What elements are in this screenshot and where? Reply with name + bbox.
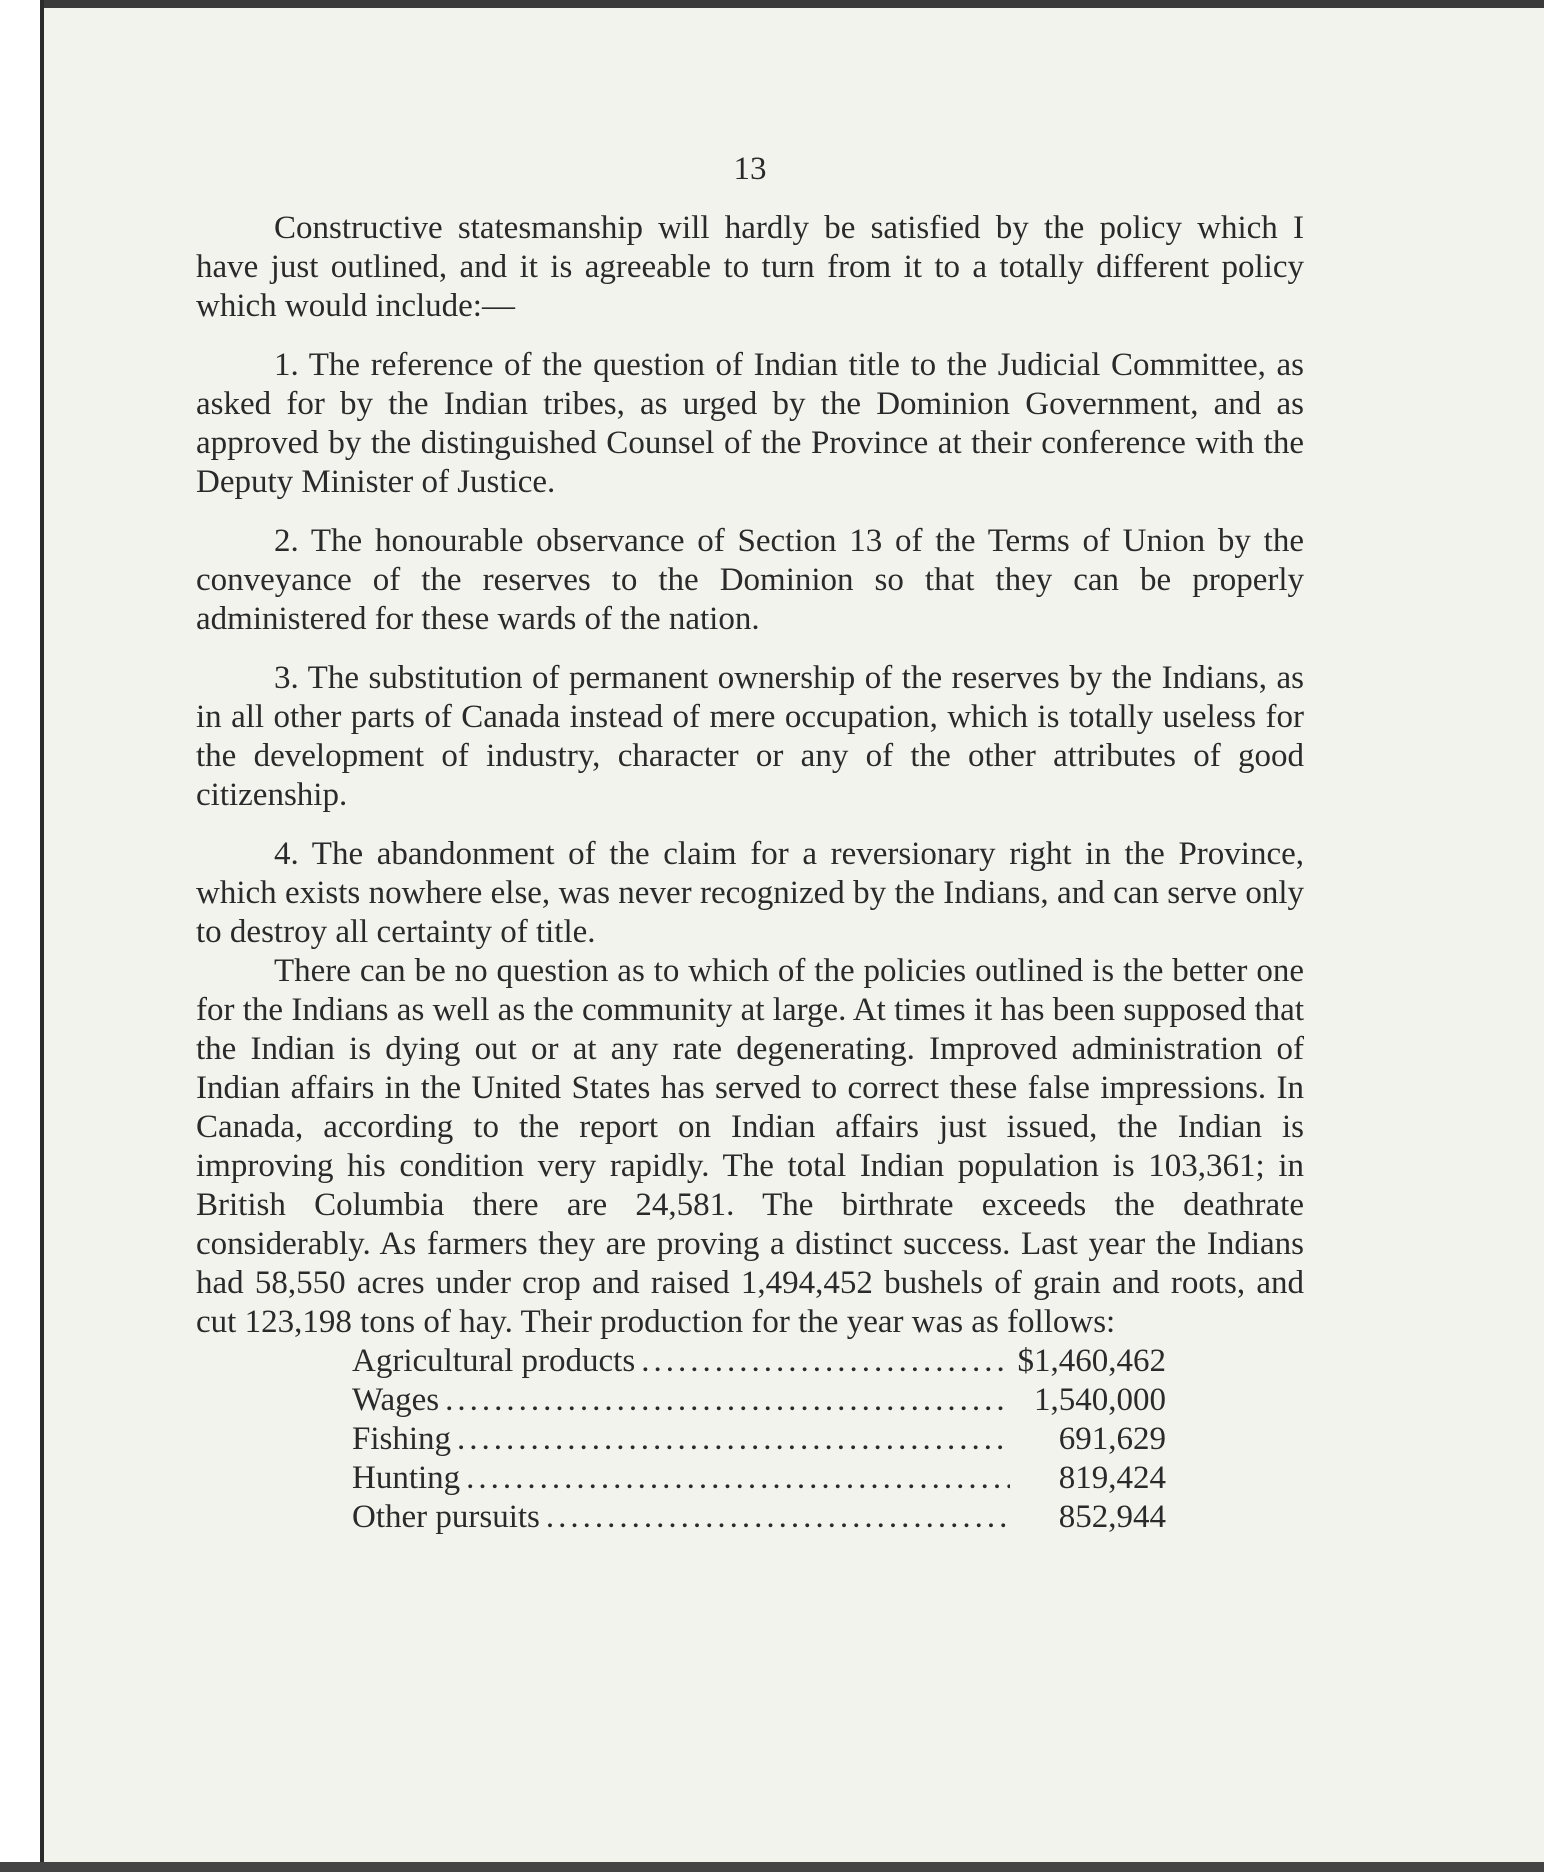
row-amount: 691,629 [1058, 1421, 1166, 1457]
document-page [196, 150, 1304, 1537]
production-table [352, 1342, 1166, 1537]
scan-bottom-edge [0, 1862, 1544, 1872]
row-amount: 1,540,000 [1034, 1382, 1166, 1418]
row-amount: 852,944 [1058, 1499, 1166, 1535]
table-row [352, 1342, 1166, 1381]
row-label: Agricultural products [352, 1343, 636, 1379]
dot-leader [546, 1498, 1010, 1537]
intro-paragraph: Constructive statesmanship will hardly be satisfied by the policy which I have just outlined, and it is agreeable to turn from it to a totally different policy which would include:— [196, 210, 1304, 324]
row-label: Other pursuits [352, 1499, 540, 1535]
row-label: Wages [352, 1382, 440, 1418]
policy-item-2: 2. The honourable observance of Section 13 of the Terms of Union by the conveyance of the reserves to the Dominion so that they can be properly administered for these wards of the nation. [196, 523, 1304, 637]
policy-item-4: 4. The abandonment of the claim for a reversionary right in the Province, which exists nowhere else, was never recognized by the Indians, and can serve only to destroy all certainty of title. [196, 836, 1304, 950]
row-label: Hunting [352, 1460, 461, 1496]
row-amount: 819,424 [1058, 1460, 1166, 1496]
row-amount: $1,460,462 [1017, 1343, 1166, 1379]
row-label: Fishing [352, 1421, 452, 1457]
dot-leader [445, 1381, 1010, 1420]
policy-item-3: 3. The substitution of permanent ownership of the reserves by the Indians, as in all other parts of Canada instead of mere occupation, which is totally useless for the development of industry, character or any of the other attributes of good citizenship. [196, 660, 1304, 813]
table-row [352, 1498, 1166, 1537]
conclusion-paragraph: There can be no question as to which of the policies outlined is the better one for the Indians as well as the community at large. At times it has been supposed that the Indian is dying out or at any rate degenerating. Improved administration of Indian affairs in the United States has served to correct these false impressions. In Canada, according to the report on Indian affairs just issued, the Indian is improving his condition very rapidly. The total Indian population is 103,361; in British Columbia there are 24,581. The birthrate exceeds the deathrate considerably. As farmers they are proving a distinct success. Last year the Indians had 58,550 acres under crop and raised 1,494,452 bushels of grain and roots, and cut 123,198 tons of hay. Their production for the year was as follows: [196, 953, 1304, 1340]
scan-top-edge [0, 0, 1544, 8]
policy-item-1: 1. The reference of the question of Indian title to the Judicial Committee, as asked for by the Indian tribes, as urged by the Dominion Government, and as approved by the distinguished Counsel of the Province at their conference with the Deputy Minister of Justice. [196, 347, 1304, 500]
page-number: 13 [733, 151, 767, 187]
dot-leader [466, 1459, 1010, 1498]
table-row [352, 1381, 1166, 1420]
dot-leader [457, 1420, 1010, 1459]
scan-binding-edge [0, 0, 44, 1872]
table-row [352, 1420, 1166, 1459]
table-row [352, 1459, 1166, 1498]
dot-leader [641, 1342, 1010, 1381]
